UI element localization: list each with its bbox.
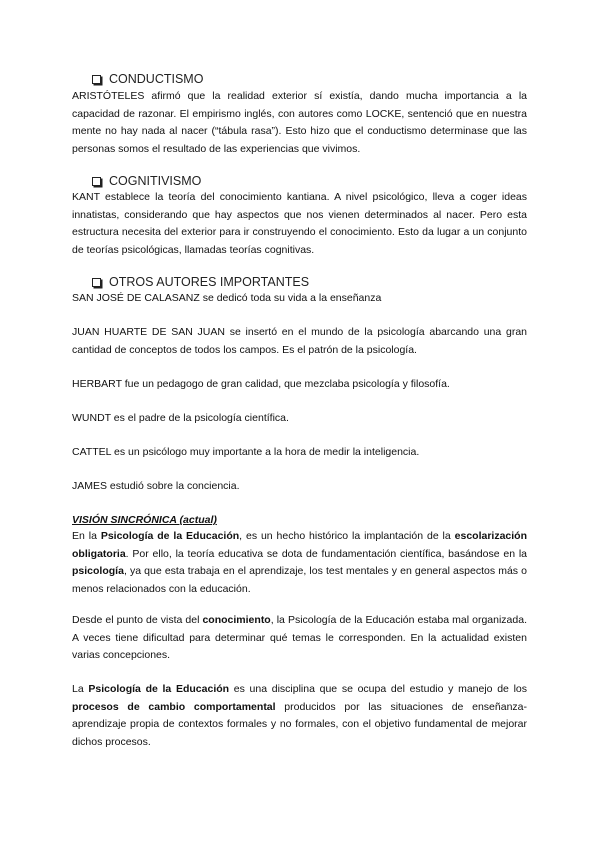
- heading-text: CONDUCTISMO: [109, 72, 204, 86]
- heading-conductismo: [92, 71, 203, 87]
- checkbox-bullet-icon: [92, 75, 101, 84]
- heading-cognitivismo: [92, 173, 201, 189]
- author-wundt: WUNDT es el padre de la psicología científica.: [72, 412, 289, 424]
- paragraph-conductismo: ARISTÓTELES afirmó que la realidad exterior sí existía, dando mucha importancia a la capacidad de razonar. El empirismo inglés, con autores como LOCKE, sentenció que en nuestra mente no hay nada al nacer (“tábula rasa”). Esto hizo que el conductismo determinase que las personas somos el resultado de las experiencias que vivimos.: [72, 90, 527, 155]
- paragraph-cognitivismo: KANT establece la teoría del conocimiento kantiana. A nivel psicológico, lleva a coger ideas innatistas, considerando que hay aspectos que nos vienen determinados al nacer. Pero esta estructura necesita del exterior para ir construyendo el conocimiento. Esto da lugar a un conjunto de teorías psicológicas, llamadas teorías cognitivas.: [72, 191, 527, 256]
- checkbox-bullet-icon: [92, 278, 101, 287]
- author-huarte: JUAN HUARTE DE SAN JUAN se insertó en el mundo de la psicología abarcando una gran cantidad de conceptos de todos los campos. Es el patrón de la psicología.: [72, 326, 527, 356]
- section-title-vision-sincronica: VISIÓN SINCRÓNICA (actual): [72, 514, 217, 526]
- heading-text: COGNITIVISMO: [109, 174, 202, 188]
- paragraph-vision-2: Desde el punto de vista del conocimiento, la Psicología de la Educación estaba mal organizada. A veces tiene dificultad para determinar qué temas le corresponden. En la actualidad existen varias concepciones.: [72, 614, 527, 661]
- heading-text: OTROS AUTORES IMPORTANTES: [109, 275, 310, 289]
- paragraph-vision-3: La Psicología de la Educación es una disciplina que se ocupa del estudio y manejo de los procesos de cambio comportamental producidos por las situaciones de enseñanza-aprendizaje propia de contextos formales y no formales, con el objetivo fundamental de mejorar dichos procesos.: [72, 683, 527, 748]
- checkbox-bullet-icon: [92, 177, 101, 186]
- author-james: JAMES estudió sobre la conciencia.: [72, 480, 240, 492]
- author-calasanz: SAN JOSÉ DE CALASANZ se dedicó toda su vida a la enseñanza: [72, 292, 382, 304]
- author-cattel: CATTEL es un psicólogo muy importante a la hora de medir la inteligencia.: [72, 446, 420, 458]
- author-herbart: HERBART fue un pedagogo de gran calidad, que mezclaba psicología y filosofía.: [72, 378, 450, 390]
- heading-otros-autores: [92, 274, 309, 290]
- paragraph-vision-1: En la Psicología de la Educación, es un hecho histórico la implantación de la escolarización obligatoria. Por ello, la teoría educativa se dota de fundamentación científica, basándose en la psicología, ya que esta trabaja en el aprendizaje, los test mentales y en general aspectos más o menos relacionados con la educación.: [72, 530, 528, 595]
